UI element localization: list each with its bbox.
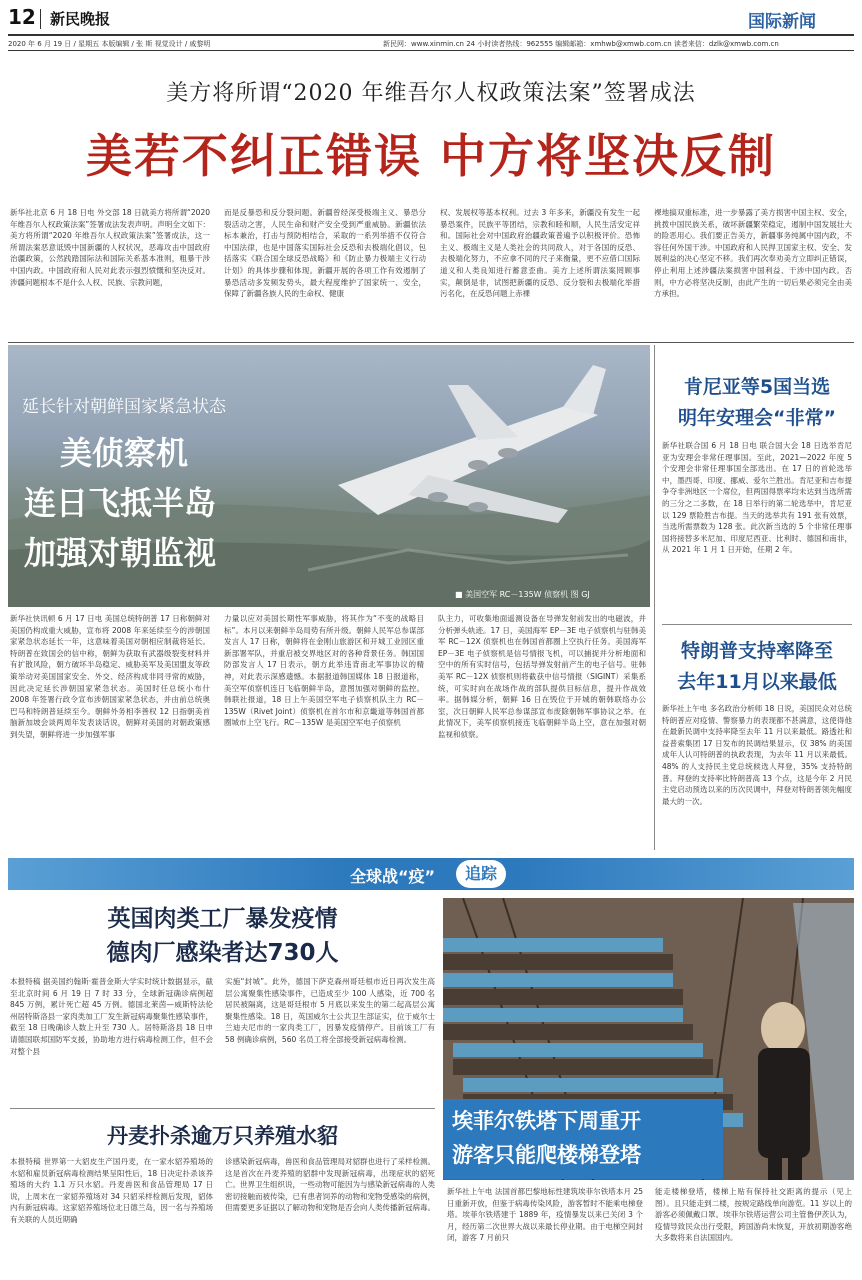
eiffel-col-1: 新华社上午电 法国首都巴黎地标性建筑埃菲尔铁塔本月 25 日重新开放，但鉴于病毒传染风险，游客暂时不能乘电梯登塔。埃菲尔铁塔建于 1889 年，疫情暴发以来已关闭 3 个月，经历第二次世界大战以来最长停业期。由于电梯空间封闭，游客 7 月前只	[447, 1187, 643, 1243]
lead-headline: 美若不纠正错误 中方将坚决反制	[85, 129, 776, 183]
kenya-body: 新华社联合国 6 月 18 日电 联合国大会 18 日选举肯尼亚为安理会非常任理事国。至此，2021—2022 年度 5 个安理会非常任理事国全部选出。在 17 日的首轮选举中，墨西哥、印度、挪威、爱尔兰胜出。肯尼亚和吉布提争夺非洲地区一个席位，但两国得票率均未达到当选所需的三分之二多数，在 18 日举行的第二轮选举中，肯尼亚以 129 票险胜吉布提。当天的选举共有 191 张有效票，当选所需票数为 128 张。此次新当选的 5 个非常任理事国将接替多米尼加、印度尼西亚、比利时、德国和南非，从 2021 年 1 月 1 日开始，任期 2 年。	[662, 441, 852, 555]
meat-mink-divider	[10, 1108, 435, 1109]
trump-headline-line-1: 特朗普支持率降至	[680, 640, 833, 662]
recon-headline-line-3: 加强对朝监视	[24, 534, 217, 572]
mink-headline: 丹麦扑杀逾万只养殖水貂	[107, 1123, 338, 1148]
contact-line: 新民网：www.xinmin.cn 24 小时读者热线：962555 编辑邮箱：xmhwb@xmwb.com.cn 读者来信：dzlk@xmwb.com.cn	[383, 40, 779, 48]
trump-body: 新华社上午电 多名政治分析师 18 日说，美国民众对总统特朗普应对疫情、警察暴力的表现都不甚满意，这使得他在最新民调中支持率降至去年 11 月以来最低。路透社和益普索集团 17 日发布的民调结果显示，仅 38% 的美国成年人认可特朗普的执政表现，为去年 11 月以来最低。48% 的人支持民主党总统候选人拜登，35% 支持特朗普。拜登的支持率比特朗普高 13 个点，这是今年 2 月民主党启动预选以来的历次民调中，拜登对特朗普领先幅度最大的一次。	[662, 704, 852, 806]
eiffel-caption-line-2: 游客只能爬楼梯登塔	[452, 1143, 641, 1167]
meat-col-2: 实施“封城”。此外，德国下萨克森州哥廷根市近日再次发生高层公寓聚集性感染事件，已造成至少 100 人感染，近 700 名居民被隔离，这是哥廷根市 5 月底以来发生的第二起高层公寓聚集性感染。18 日，英国威尔士公共卫生部证实，位于威尔士兰迪夫尼市的一家肉类工厂，因暴发疫情停产。目前该工厂有 58 例确诊病例，560 名员工将全部接受新冠病毒检测。	[225, 977, 435, 1044]
banner-text: 全球战“疫”	[350, 867, 436, 886]
mink-col-2: 诊感染新冠病毒，兽医和食品管理局对貂群也进行了采样检测。这是首次在丹麦养殖的貂群中发现新冠病毒，出现症状的貂死亡。世界卫生组织说，一些动物可能因为与感染新冠病毒的人类密切接触而被传染，已有患者饲养的动物和宠物受感染的病例，但需要更多证据以了解动物和宠物是否会向人类传播新冠病毒。	[225, 1157, 435, 1213]
masthead-rule	[8, 34, 854, 36]
recon-col-2: 力量以应对美国长期性军事威胁，将其作为“不变的战略目标”。本月以来朝鲜半岛局势有所升级。朝鲜人民军总参谋部发言人 17 日称，朝鲜将在金刚山旅游区和开城工业园区重新部署军队，并重启被交界地区对的各种背景任务。韩国国防部发言人 17 日表示，朝方此举违背南北军事协议的精神，对此表示深感遗憾。本据报道韩国媒体 18 日报道称，美空军侦察机连日飞临朝鲜半岛，意图加强对朝鲜的监控。韩联社报道，18 日上午美国空军电子侦察机队主力 RC－135W（Rivet Joint）侦察机在首尔市和京畿道等韩国首都圈城市上空飞行。RC－135W 是美国空军电子侦察机	[224, 614, 424, 728]
photo-caption: ■ 美国空军 RC－135W 侦察机 图 GJ	[455, 590, 590, 599]
recon-headline-line-2: 连日飞抵半岛	[24, 484, 217, 522]
masthead-divider	[40, 9, 41, 29]
recon-col-1: 新华社快讯顿 6 月 17 日电 美国总统特朗普 17 日称朝鲜对美国仍构成重大威胁，宣布将 2008 年来延续至今的涉朝国家紧急状态延长一年，这意味着美国对朝相应制裁将延长。特朗普在致国会的信中称，朝鲜为获取有武器级裂变材料并有扩散风险，朝方破坏半岛稳定、威胁美军及美国盟友等政策举动对美国国家安全、外交、经济构成非同寻常的威胁，因此决定延长涉朝国家紧急状态。美国时任总统小布什 2008 年签署行政令宣布涉朝国家紧急状态，并由前总统奥巴马和特朗普延续至今。朝鲜外务相李善权 12 日指朝美首脑新加坡会谈两周年发表谈话说，朝鲜对美国的对朝政策感到失望，朝鲜将进一步加强军事	[10, 614, 210, 739]
meat-col-1: 本报特稿 据美国约翰斯·霍普金斯大学实时统计数据显示，截至北京时间 6 月 19 日 7 时 33 分，全球新冠确诊病例超 845 万例，累计死亡超 45 万例。德国北莱茵—威斯特法伦州居特斯洛县一家肉类加工厂发生新冠病毒聚集性感染事件，截至 18 日晚确诊人数上升至 730 人。居特斯洛县 18 日申请德国联邦国防军支援，协助地方进行病毒检测工作，但不会对整个县	[10, 977, 213, 1056]
lead-col-1: 新华社北京 6 月 18 日电 外交部 18 日就美方将所谓“2020 年维吾尔人权政策法案”签署成法发表声明。声明全文如下：美方将所谓“2020 年维吾尔人权政策法案”签署成法，这一所谓法案恶意诋毁中国新疆的人权状况，恶毒攻击中国政府治疆政策，公然践踏国际法和国际关系基本准则，粗暴干涉中国内政。中国政府和人民对此表示强烈愤慨和坚决反对。涉疆问题根本不是什么人权、民族、宗教问题，	[10, 208, 210, 287]
meat-headline-line-2: 德肉厂感染者达730人	[106, 940, 339, 966]
kenya-headline-line-2: 明年安理会“非常”	[678, 407, 836, 429]
meat-headline-line-1: 英国肉类工厂暴发疫情	[107, 906, 338, 932]
lead-col-3: 权、发展权等基本权利。过去 3 年多来，新疆没有发生一起暴恐案件，民族平等团结，宗教和睦和顺，人民生活安定祥和。国际社会对中国政府治疆政策普遍予以积极评价。恐怖主义、极端主义是人类社会的共同敌人，对于各国的反恐、去极端化努力，不应拿不同的尺子来衡量，更不应借口国际道义和人类良知进行蓄意歪曲。美方上述所谓法案罔顾事实，颠倒是非，试图把新疆的反恐、反分裂和去极端化举措污名化，在反恐问题上赤裸	[440, 208, 640, 299]
lead-col-2: 而是反暴恐和反分裂问题。新疆曾经深受极端主义、暴恐分裂活动之害，人民生命和财产安全受到严重威胁。新疆依法标本兼治，打击与预防相结合，采取的一系列举措不仅符合中国法律，也是中国落实国际社会反恐和去极端化倡议，包括落实《联合国全球反恐战略》和《防止暴力极端主义行动计划》的具体步骤和体现。新疆开展的各项工作有效遏制了暴恐活动多发频发势头，最大程度维护了国家统一、安全，保障了新疆各族人民的生命权、健康	[224, 208, 426, 299]
eiffel-caption-line-1: 埃菲尔铁塔下周重开	[452, 1109, 641, 1133]
mink-col-1: 本报特稿 世界第一大貂皮生产国丹麦，在一家水貂养殖场的水貂和雇员新冠病毒检测结果呈阳性后，18 日决定扑杀该养殖场的大约 1.1 万只水貂。丹麦兽医和食品管理局 17 日说，上周末在一家貂养殖场对 34 只貂采样检测后发现，貂体内有新冠病毒。这家貂养殖场位北日德兰岛，因一名与养殖场有关联的人员近期确	[10, 1157, 213, 1224]
date-line: 2020 年 6 月 19 日 / 星期五 本版编辑 / 张 斯 视觉设计 / 戚黎明	[8, 40, 211, 48]
recon-headline-line-1: 美侦察机	[60, 434, 189, 472]
banner-badge: 追踪	[456, 860, 506, 888]
kenya-trump-divider	[662, 624, 852, 625]
paper-name: 新民晚报	[50, 10, 111, 28]
kenya-headline-line-1: 肯尼亚等5国当选	[683, 376, 831, 398]
eiffel-col-2: 能走楼梯登塔，楼梯上贴有保持社交距离的提示（见上图）。且只能走到二楼，按规定路线单向游览。11 岁以上的游客必须佩戴口罩。埃菲尔铁塔运营公司主管鲁伊茨认为，疫情导致民众出行受限，跨国游尚未恢复，开放初期游客绝大多数将来自法国国内。	[655, 1187, 852, 1243]
section-title: 国际新闻	[748, 12, 816, 32]
recon-kicker: 延长针对朝鲜国家紧急状态	[22, 397, 226, 417]
lead-kicker: 美方将所谓“2020 年维吾尔人权政策法案”签署成法	[166, 81, 696, 106]
right-col-divider	[654, 345, 655, 850]
page-number: 12	[8, 5, 36, 29]
date-rule	[8, 50, 854, 51]
lead-divider	[8, 342, 854, 343]
recon-col-3: 队主力，可收集地面遥测设备在导弹发射前发出的电磁波，并分析弹头轨迹。17 日，美国海军 EP－3E 电子侦察机与驻韩美军 RC－12X 侦察机也在韩国首都圈上空执行任务。美国海军 EP－3E 电子侦察机是信号情报飞机，可以捕捉并分析地面和空中的所有实时信号，包括导弹发射前产生的电子信号。驻韩美军 RC－12X 侦察机则将截获中信号情报（SIGINT）采集系统，可实时向在战场作战的部队提供目标信息，提升作战效率。据韩媒分析，朝鲜 16 日在毁位于开城的朝韩联络办公室，次日朝鲜人民军总参谋部宣布废除朝韩军事协议之举。在此情况下，美军侦察机接连飞临朝鲜半岛上空，意在加强对朝监视和侦察。	[438, 614, 646, 739]
lead-col-4: 裸地搞双重标准，进一步暴露了美方损害中国主权、安全，挑拨中国民族关系，破坏新疆繁荣稳定，遏制中国发展壮大的险恶用心。我们要正告美方，新疆事务纯属中国内政，不容任何外国干涉。中国政府和人民捍卫国家主权、安全、发展利益的决心坚定不移。我们再次奉劝美方立即纠正错误，停止利用上述涉疆法案损害中国利益、干涉中国内政。否则，中方必将坚决反制，由此产生的一切后果必须完全由美方承担。	[654, 208, 852, 299]
trump-headline-line-2: 去年11月以来最低	[677, 671, 837, 693]
